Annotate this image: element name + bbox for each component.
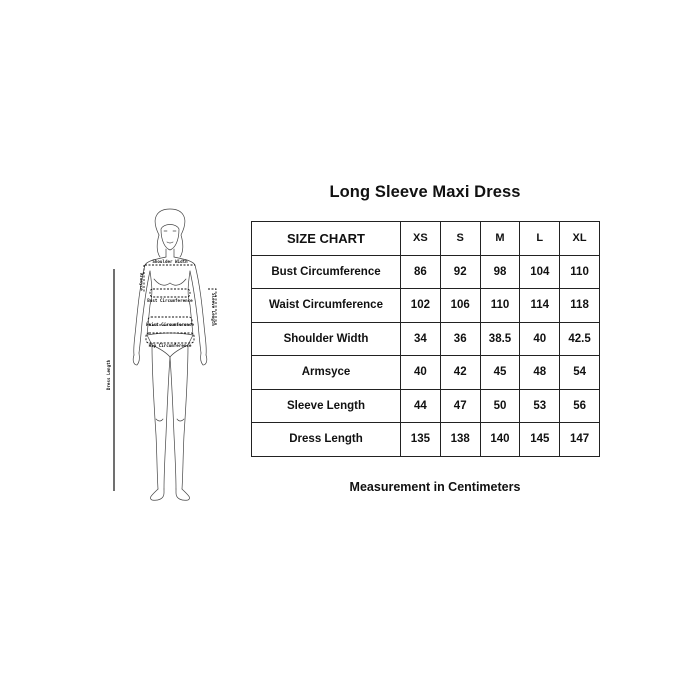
measurement-value-cell: 104	[520, 255, 560, 289]
measurement-value-cell: 50	[480, 389, 520, 423]
measurement-value-cell: 44	[401, 389, 441, 423]
measurement-value-cell: 86	[401, 255, 441, 289]
measurement-value-cell: 145	[520, 423, 560, 457]
size-chart-heading: SIZE CHART	[252, 222, 401, 256]
table-row	[252, 423, 600, 457]
measurement-value-cell: 38.5	[480, 322, 520, 356]
table-row	[252, 389, 600, 423]
measurement-value-cell: 140	[480, 423, 520, 457]
measurement-value-cell: 45	[480, 356, 520, 390]
table-row	[252, 356, 600, 390]
label-bust: Bust Circumference	[147, 298, 193, 303]
size-column-header: M	[480, 222, 520, 256]
label-hip: Hip Circumference	[148, 343, 192, 348]
measurement-value-cell: 110	[560, 255, 600, 289]
measurement-value-cell: 106	[440, 289, 480, 323]
measurement-value-cell: 118	[560, 289, 600, 323]
measurement-value-cell: 102	[401, 289, 441, 323]
measurement-value-cell: 36	[440, 322, 480, 356]
measurement-value-cell: 147	[560, 423, 600, 457]
body-measurement-figure	[100, 205, 240, 505]
size-column-header: S	[440, 222, 480, 256]
measurement-value-cell: 34	[401, 322, 441, 356]
size-column-header: XS	[401, 222, 441, 256]
measurement-value-cell: 92	[440, 255, 480, 289]
measurement-value-cell: 54	[560, 356, 600, 390]
measurement-name-cell: Sleeve Length	[252, 389, 401, 423]
measurement-value-cell: 40	[520, 322, 560, 356]
measurement-value-cell: 56	[560, 389, 600, 423]
measurement-unit-note: Measurement in Centimeters	[349, 480, 521, 494]
measurement-value-cell: 138	[440, 423, 480, 457]
measurement-name-cell: Armsyce	[252, 356, 401, 390]
product-title: Long Sleeve Maxi Dress	[329, 183, 521, 201]
size-column-header: XL	[560, 222, 600, 256]
label-waist: Waist Circumference	[146, 322, 194, 327]
measurement-value-cell: 42	[440, 356, 480, 390]
body-figure-illustration	[100, 205, 240, 505]
measurement-value-cell: 42.5	[560, 322, 600, 356]
size-column-header: L	[520, 222, 560, 256]
measurement-name-cell: Bust Circumference	[252, 255, 401, 289]
size-chart-table	[251, 221, 600, 457]
label-sleeve-length: Sleeve Length	[211, 293, 216, 326]
table-row	[252, 322, 600, 356]
measurement-value-cell: 135	[401, 423, 441, 457]
measurement-value-cell: 40	[401, 356, 441, 390]
measurement-name-cell: Dress Length	[252, 423, 401, 457]
measurement-name-cell: Waist Circumference	[252, 289, 401, 323]
label-dress-length: Dress Length	[106, 359, 111, 391]
measurement-name-cell: Shoulder Width	[252, 322, 401, 356]
size-chart-body	[252, 222, 600, 457]
table-row	[252, 255, 600, 289]
measurement-value-cell: 53	[520, 389, 560, 423]
measurement-value-cell: 114	[520, 289, 560, 323]
measurement-value-cell: 48	[520, 356, 560, 390]
label-shoulder-width: Shoulder Width	[152, 259, 188, 264]
table-row	[252, 289, 600, 323]
measurement-value-cell: 98	[480, 255, 520, 289]
measurement-value-cell: 47	[440, 389, 480, 423]
measurement-value-cell: 110	[480, 289, 520, 323]
size-chart-header-row	[252, 222, 600, 256]
label-armsyce: Armsyce	[139, 273, 144, 291]
